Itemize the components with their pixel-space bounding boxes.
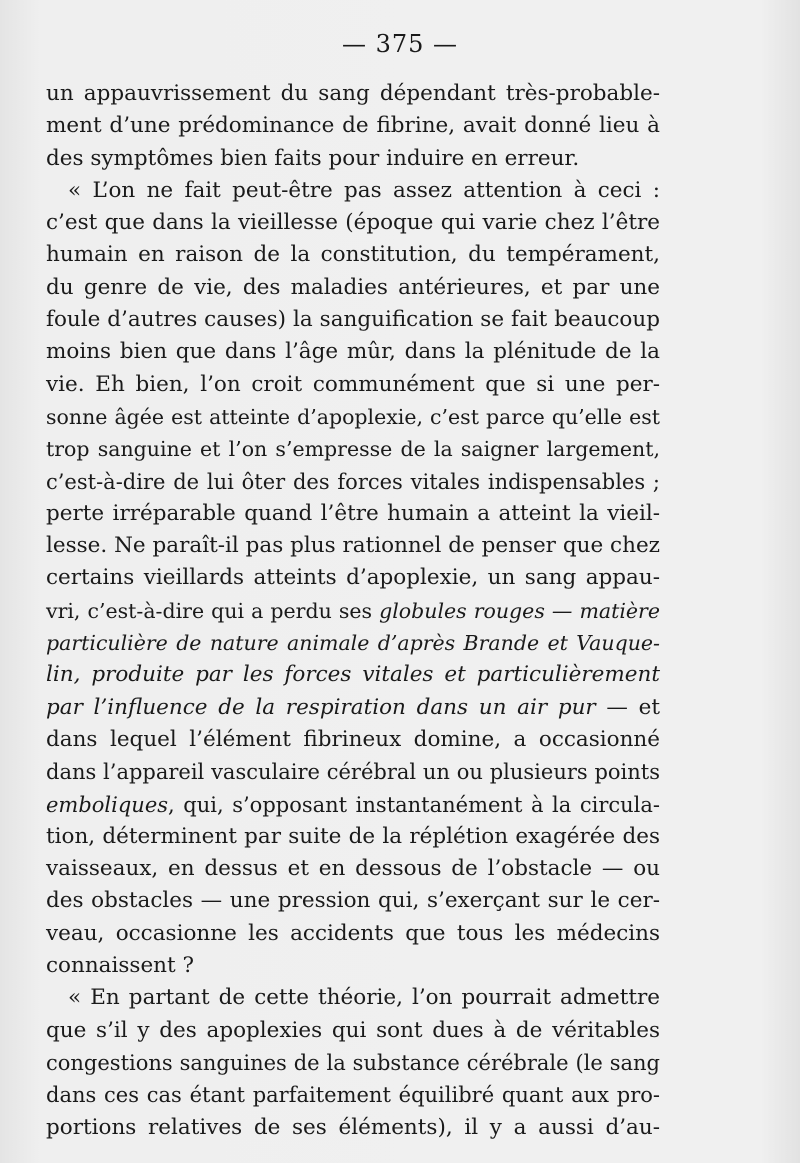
italic-segment: emboliques — [46, 792, 169, 817]
italic-segment: particulière de nature animale d’après Brande et Vauque- — [46, 631, 660, 656]
italic-segment: lin, produite par les forces vitales et particulièrement — [46, 662, 660, 688]
text-segment: — et — [595, 694, 660, 720]
text-line: vie. Eh bien, l’on croit communément que si une per- — [46, 371, 660, 397]
text-line — [46, 789, 660, 821]
text-line: connaissent ? — [46, 953, 195, 979]
text-segment: vri, c’est-à-dire qui a perdu ses — [46, 598, 380, 623]
text-line: foule d’autres causes) la sanguification se fait beaucoup — [46, 307, 660, 333]
text-line: vaisseaux, en dessus et en dessous de l’obstacle — ou — [46, 856, 660, 882]
italic-segment: par l’influence de la respiration dans un air pur — [46, 694, 596, 720]
text-line: perte irréparable quand l’être humain a atteint la vieil- — [46, 500, 660, 526]
text-line: c’est que dans la vieillesse (époque qui varie chez l’être — [46, 210, 660, 236]
text-segment: , qui, s’opposant instantanément à la circula- — [168, 792, 660, 817]
page-number: — 375 — — [341, 30, 459, 58]
text-line: veau, occasionne les accidents que tous les médecins — [46, 920, 660, 946]
text-line — [46, 627, 660, 659]
italic-segment: globules rouges — matière — [379, 598, 660, 623]
text-line: des symptômes bien faits pour induire en erreur. — [46, 145, 580, 171]
text-line: du genre de vie, des maladies antérieures, et par une — [46, 274, 660, 300]
text-line: tion, déterminent par suite de la réplétion exagérée des — [46, 823, 660, 849]
text-line: trop sanguine et l’on s’empresse de la saigner largement, — [46, 437, 660, 462]
text-line: sonne âgée est atteinte d’apoplexie, c’est parce qu’elle est — [46, 404, 660, 429]
text-line: que s’il y des apoplexies qui sont dues à de véritables — [46, 1017, 660, 1043]
text-line: certains vieillards atteints d’apoplexie, un sang appau- — [46, 565, 660, 591]
text-line: moins bien que dans l’âge mûr, dans la plénitude de la — [46, 339, 660, 365]
text-line: dans l’appareil vasculaire cérébral un ou plusieurs points — [46, 760, 660, 785]
text-line — [46, 595, 660, 627]
text-line: ment d’une prédominance de fibrine, avait donné lieu à — [46, 113, 660, 139]
text-line: c’est-à-dire de lui ôter des forces vitales indispensables ; — [46, 469, 660, 494]
text-line: un appauvrissement du sang dépendant très-probable- — [46, 81, 660, 106]
text-line: dans ces cas étant parfaitement équilibré quant aux pro- — [46, 1083, 660, 1108]
text-line: lesse. Ne paraît-il pas plus rationnel de penser que chez — [46, 533, 660, 559]
text-line: portions relatives de ses éléments), il y a aussi d’au- — [46, 1114, 660, 1140]
text-line — [46, 659, 660, 691]
text-line: des obstacles — une pression qui, s’exerçant sur le cer- — [46, 888, 660, 914]
body-text — [46, 78, 660, 1144]
text-line: « L’on ne fait peut-être pas assez attention à ceci : — [68, 177, 660, 203]
text-line: congestions sanguines de la substance cérébrale (le sang — [46, 1050, 660, 1075]
text-line: dans lequel l’élément fibrineux domine, a occasionné — [46, 726, 660, 752]
text-line: « En partant de cette théorie, l’on pourrait admettre — [68, 985, 660, 1011]
text-line: humain en raison de la constitution, du tempérament, — [46, 242, 660, 268]
text-line — [46, 692, 660, 724]
